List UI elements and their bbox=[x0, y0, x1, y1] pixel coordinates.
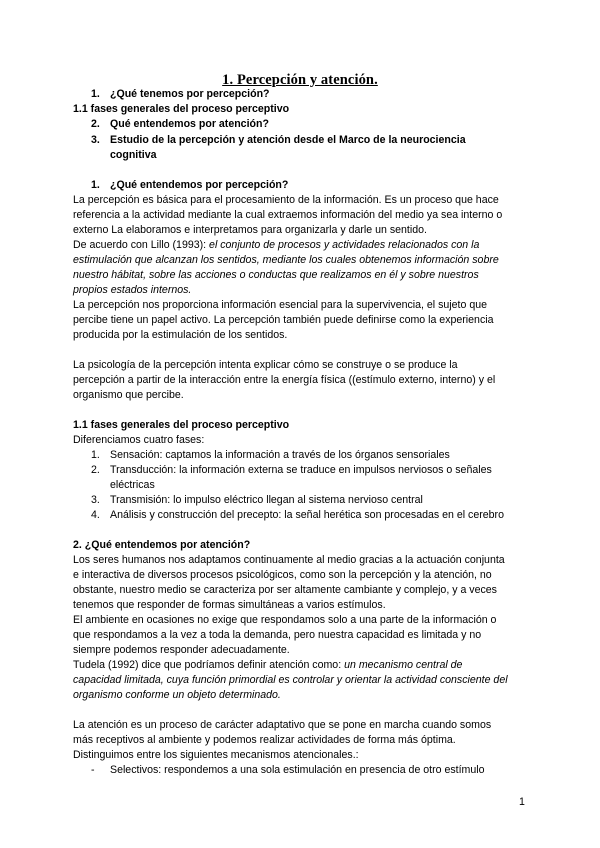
phase-item: Sensación: captamos la información a través de los órganos sensoriales bbox=[110, 449, 450, 461]
bullet-dash: - bbox=[91, 764, 95, 776]
toc-num-1: 1. bbox=[91, 88, 100, 100]
section1-p2-line: producida por la estimulación de los sentidos. bbox=[73, 329, 288, 341]
lillo-citation-line bbox=[73, 238, 479, 253]
lillo-quote-line: propios estados internos. bbox=[73, 284, 192, 296]
lillo-quote-line: nuestro hábitat, sobre las acciones o conductas que realizamos en él y sobre nuestros bbox=[73, 269, 479, 281]
phase-item: Transducción: la información externa se traduce en impulsos nerviosos o señales bbox=[110, 464, 492, 476]
section2-p3-line: Distinguimos entre los siguientes mecanismos atencionales.: bbox=[73, 749, 359, 761]
section2-p2-line: siempre podemos responder adecuadamente. bbox=[73, 644, 290, 656]
phase-num: 3. bbox=[91, 494, 100, 506]
section1-p1-line: externo La elaboramos e interpretamos para organizarla y darle un sentido. bbox=[73, 224, 427, 236]
tudela-intro: Tudela (1992) dice que podríamos definir atención como: bbox=[73, 659, 345, 671]
toc-item-1: ¿Qué tenemos por percepción? bbox=[110, 88, 270, 100]
section2-p3-line: más receptivos al ambiente y podemos realizar actividades de forma más óptima. bbox=[73, 734, 456, 746]
section1-p3-line: organismo que percibe. bbox=[73, 389, 184, 401]
toc-item-3-cont: cognitiva bbox=[110, 149, 157, 161]
section2-p2-line: El ambiente en ocasiones no exige que respondamos solo a una parte de la información o bbox=[73, 614, 497, 626]
section1-heading-num: 1. bbox=[91, 179, 100, 191]
section1-p3-line: percepción a partir de la interacción entre la energía física ((estímulo externo, interno) y el bbox=[73, 374, 496, 386]
section2-p2-line: que respondamos a la vez a toda la demanda, pero nuestra capacidad es limitada y no bbox=[73, 629, 482, 641]
toc-item-2: Qué entendemos por atención? bbox=[110, 118, 269, 130]
phase-num: 4. bbox=[91, 509, 100, 521]
toc-num-3: 3. bbox=[91, 134, 100, 146]
tudela-quote: un mecanismo central de bbox=[344, 659, 463, 671]
phase-num: 2. bbox=[91, 464, 100, 476]
page-number: 1 bbox=[519, 796, 525, 808]
toc-item-3: Estudio de la percepción y atención desde el Marco de la neurociencia bbox=[110, 134, 466, 146]
section1-heading: ¿Qué entendemos por percepción? bbox=[110, 179, 289, 191]
phase-num: 1. bbox=[91, 449, 100, 461]
tudela-citation-line bbox=[73, 658, 462, 673]
section2-p1-line: e interactiva de diversos procesos psicológicos, como son la percepción y la atención, no bbox=[73, 569, 492, 581]
toc-num-2: 2. bbox=[91, 118, 100, 130]
section11-heading: 1.1 fases generales del proceso perceptivo bbox=[73, 419, 290, 431]
section1-p2-line: La percepción nos proporciona información esencial para la supervivencia, el sujeto que bbox=[73, 299, 487, 311]
tudela-quote-line: organismo conforme un objeto determinado. bbox=[73, 689, 281, 701]
phase-item: Análisis y construcción del precepto: la señal herética son procesadas en el cerebro bbox=[110, 509, 504, 521]
bullet-item-selectivos: Selectivos: respondemos a una sola estimulación en presencia de otro estímulo bbox=[110, 764, 485, 776]
page-title: 1. Percepción y atención. bbox=[222, 72, 378, 88]
section11-intro: Diferenciamos cuatro fases: bbox=[73, 434, 205, 446]
phase-item: Transmisión: lo impulso eléctrico llegan al sistema nervioso central bbox=[110, 494, 423, 506]
toc-item-1-1: 1.1 fases generales del proceso perceptivo bbox=[73, 103, 290, 115]
lillo-quote: el conjunto de procesos y actividades relacionados con la bbox=[209, 239, 480, 251]
lillo-intro: De acuerdo con Lillo (1993): bbox=[73, 239, 210, 251]
section2-p3-line: La atención es un proceso de carácter adaptativo que se pone en marcha cuando somos bbox=[73, 719, 492, 731]
lillo-quote-line: estimulación que alcanzan los sentidos, mediante los cuales obtenemos información sobre bbox=[73, 254, 499, 266]
section2-heading: 2. ¿Qué entendemos por atención? bbox=[73, 539, 251, 551]
section2-p1-line: obstante, nuestro medio se caracteriza por ser altamente cambiante y complejo, y a veces bbox=[73, 584, 497, 596]
section2-p1-line: Los seres humanos nos adaptamos continuamente al medio gracias a la actuación conjunta bbox=[73, 554, 505, 566]
phase-item-cont: eléctricas bbox=[110, 479, 155, 491]
section1-p2-line: percibe tiene un papel activo. La percepción también puede definirse como la experiencia bbox=[73, 314, 494, 326]
section1-p3-line: La psicología de la percepción intenta explicar cómo se construye o se produce la bbox=[73, 359, 458, 371]
section2-p1-line: tenemos que responder de formas simultáneas a varios estímulos. bbox=[73, 599, 386, 611]
tudela-quote-line: capacidad limitada, cuya función primordial es controlar y orientar la actividad consciente del bbox=[73, 674, 508, 686]
section1-p1-line: La percepción es básica para el procesamiento de la información. Es un proceso que hace bbox=[73, 194, 499, 206]
section1-p1-line: referencia a la actividad mediante la cual extraemos información del medio ya sea interno o bbox=[73, 209, 503, 221]
